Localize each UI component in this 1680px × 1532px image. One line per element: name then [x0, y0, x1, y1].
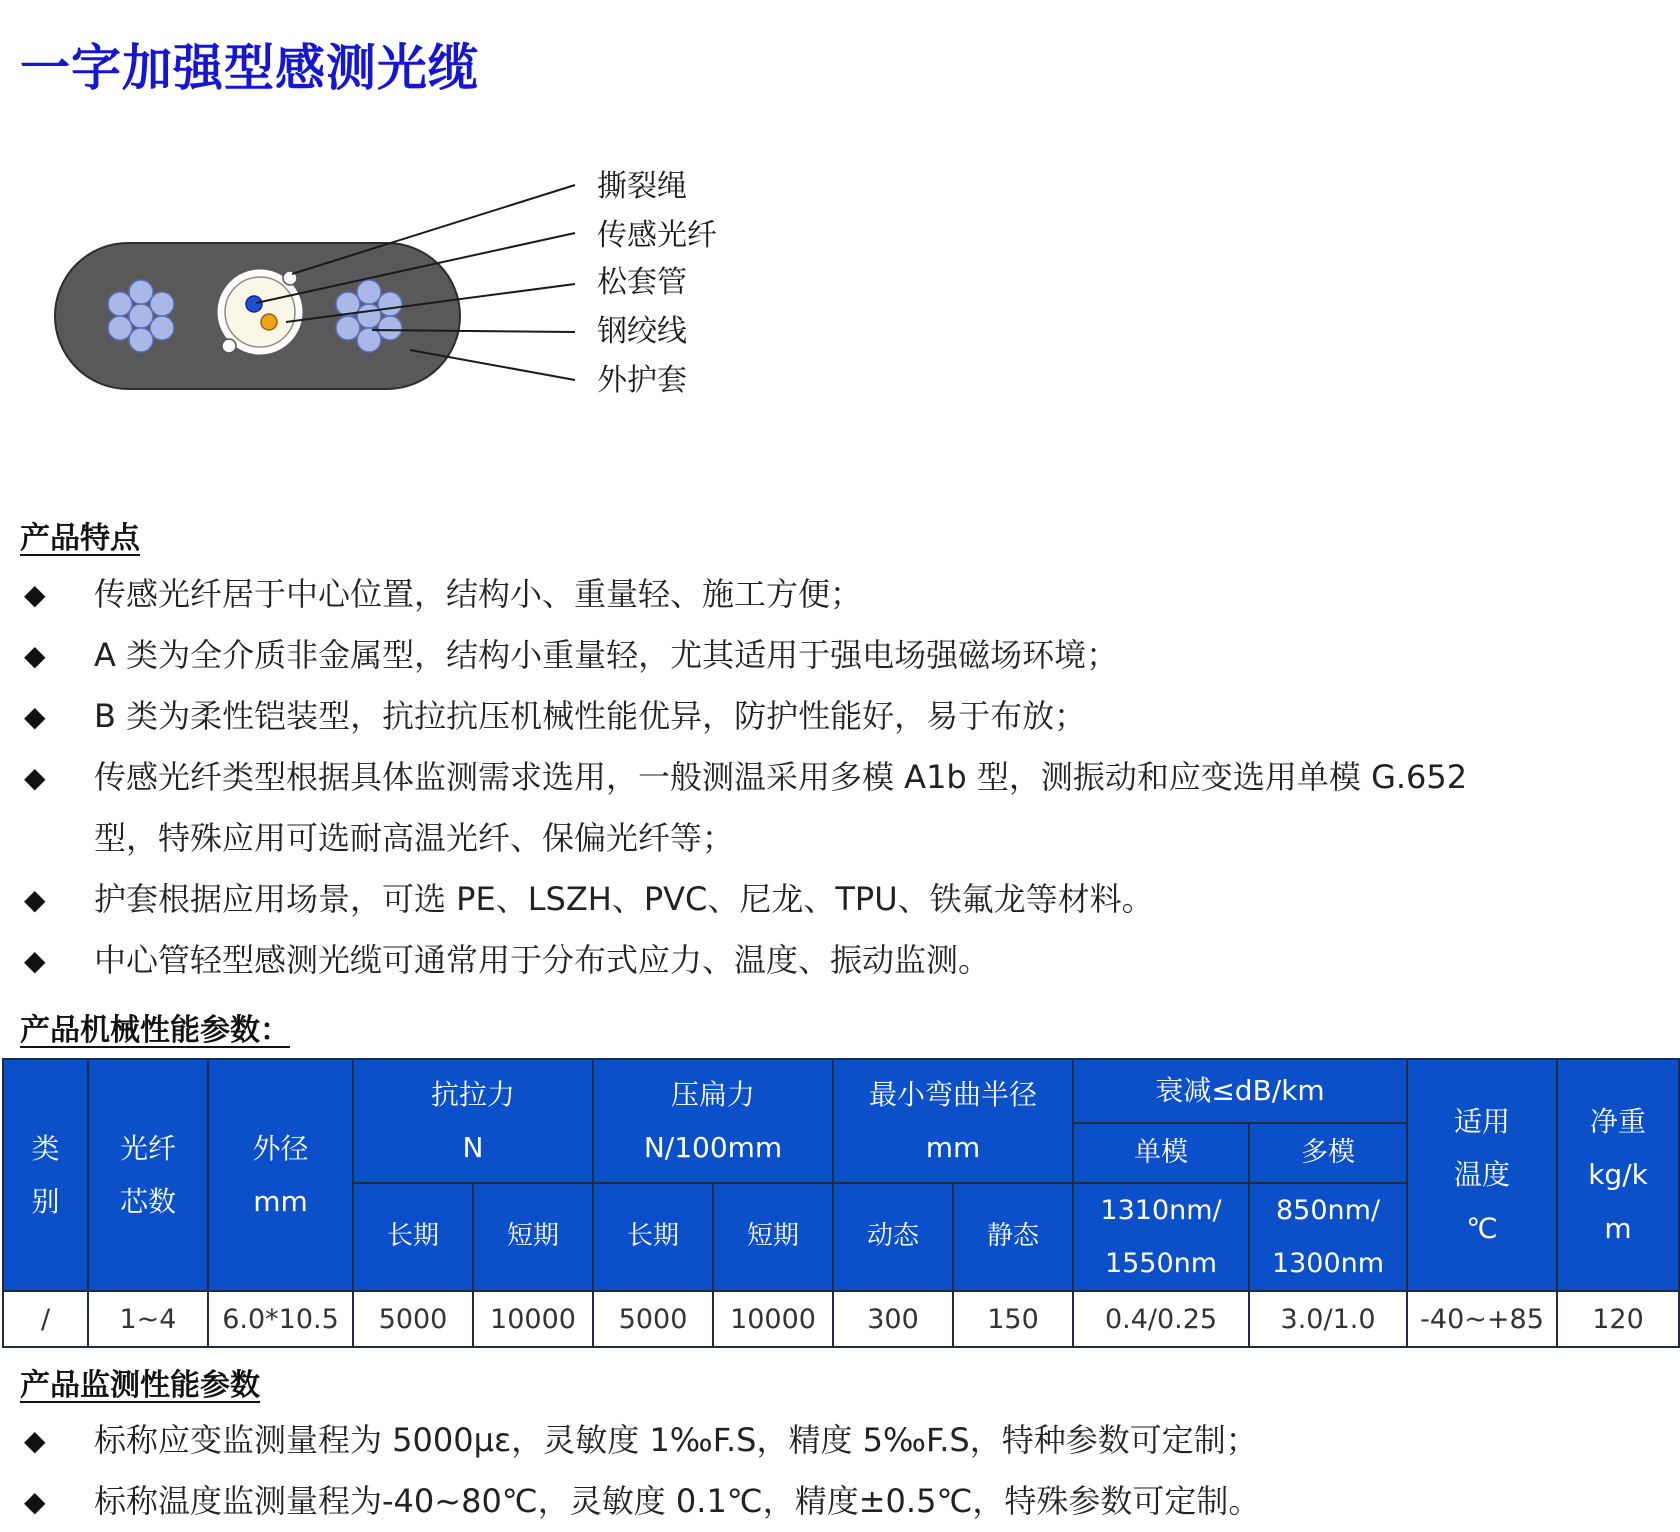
- list-item: ◆ 护套根据应用场景，可选 PE、LSZH、PVC、尼龙、TPU、铁氟龙等材料。: [20, 869, 1540, 930]
- list-item: ◆ A 类为全介质非金属型，结构小重量轻，尤其适用于强电场强磁场环境；: [20, 625, 1540, 686]
- label-outer-jacket: 外护套: [597, 363, 687, 398]
- diamond-bullet-icon: ◆: [24, 1424, 46, 1457]
- cell-diameter: 6.0*10.5: [208, 1291, 353, 1347]
- list-item: ◆ B 类为柔性铠装型，抗拉抗压机械性能优异，防护性能好，易于布放；: [20, 686, 1540, 747]
- cell-tensile-short: 10000: [473, 1291, 593, 1347]
- header-mm-wavelength-1: 850nm/: [1249, 1183, 1407, 1237]
- list-item: ◆ 标称应变监测量程为 5000με，灵敏度 1‰F.S，精度 5‰F.S，特种参数可定制；: [20, 1410, 1580, 1471]
- header-diameter: 外径 mm: [208, 1059, 353, 1291]
- label-sensing-fiber: 传感光纤: [597, 218, 717, 253]
- header-single-mode: 单模: [1073, 1123, 1249, 1183]
- sensing-fiber-blue: [246, 296, 262, 312]
- sensing-fiber-orange: [261, 314, 277, 330]
- diamond-bullet-icon: ◆: [24, 761, 46, 794]
- header-crush-short: 短期: [713, 1183, 833, 1291]
- cell-fiber-count: 1~4: [88, 1291, 208, 1347]
- header-sm-wavelength-1: 1310nm/: [1073, 1183, 1249, 1237]
- diamond-bullet-icon: ◆: [24, 578, 46, 611]
- diamond-bullet-icon: ◆: [24, 1485, 46, 1518]
- mechanical-heading: 产品机械性能参数：: [20, 1013, 290, 1048]
- header-multi-mode: 多模: [1249, 1123, 1407, 1183]
- mechanical-spec-table: [2, 1058, 1680, 1348]
- cell-bend-dynamic: 300: [833, 1291, 953, 1347]
- cell-weight: 120: [1557, 1291, 1679, 1347]
- header-tensile-long: 长期: [353, 1183, 473, 1291]
- ripcord-bottom: [222, 339, 236, 353]
- list-item: ◆ 传感光纤居于中心位置，结构小、重量轻、施工方便；: [20, 564, 1540, 625]
- features-list: [20, 564, 1540, 991]
- monitoring-heading: 产品监测性能参数: [20, 1368, 260, 1403]
- cable-cross-section-diagram: [0, 140, 760, 400]
- cell-crush-long: 5000: [593, 1291, 713, 1347]
- cell-temperature: -40~+85: [1407, 1291, 1557, 1347]
- header-sm-wavelength-2: 1550nm: [1073, 1237, 1249, 1291]
- diamond-bullet-icon: ◆: [24, 944, 46, 977]
- label-steel-strand: 钢绞线: [597, 314, 687, 349]
- header-crush-long: 长期: [593, 1183, 713, 1291]
- cell-atten-multi-mode: 3.0/1.0: [1249, 1291, 1407, 1347]
- cell-tensile-long: 5000: [353, 1291, 473, 1347]
- header-tensile-short: 短期: [473, 1183, 593, 1291]
- header-category: 类 别: [3, 1059, 88, 1291]
- list-item: ◆ 中心管轻型感测光缆可通常用于分布式应力、温度、振动监测。: [20, 930, 1540, 991]
- header-bend-static: 静态: [953, 1183, 1073, 1291]
- header-bend-radius: 最小弯曲半径 mm: [833, 1059, 1073, 1183]
- label-ripcord: 撕裂绳: [597, 169, 687, 204]
- cell-category: /: [3, 1291, 88, 1347]
- list-item: ◆ 传感光纤类型根据具体监测需求选用，一般测温采用多模 A1b 型，测振动和应变选用单模 G.652 型，特殊应用可选耐高温光纤、保偏光纤等；: [20, 747, 1540, 869]
- header-crush: 压扁力 N/100mm: [593, 1059, 833, 1183]
- table-row: [3, 1291, 1679, 1347]
- monitoring-list: [20, 1410, 1580, 1532]
- cell-atten-single-mode: 0.4/0.25: [1073, 1291, 1249, 1347]
- header-tensile: 抗拉力 N: [353, 1059, 593, 1183]
- label-loose-tube: 松套管: [597, 265, 687, 300]
- list-item: ◆ 标称温度监测量程为-40~80℃，灵敏度 0.1℃，精度±0.5℃，特殊参数可定制。: [20, 1471, 1580, 1532]
- diamond-bullet-icon: ◆: [24, 639, 46, 672]
- header-weight: 净重 kg/k m: [1557, 1059, 1679, 1291]
- diamond-bullet-icon: ◆: [24, 700, 46, 733]
- page-title: 一字加强型感测光缆: [20, 39, 479, 97]
- header-attenuation: 衰减≤dB/km: [1073, 1059, 1407, 1123]
- diamond-bullet-icon: ◆: [24, 883, 46, 916]
- features-heading: 产品特点: [20, 521, 140, 556]
- cell-crush-short: 10000: [713, 1291, 833, 1347]
- header-fiber-count: 光纤 芯数: [88, 1059, 208, 1291]
- header-mm-wavelength-2: 1300nm: [1249, 1237, 1407, 1291]
- cell-bend-static: 150: [953, 1291, 1073, 1347]
- header-temperature: 适用 温度 ℃: [1407, 1059, 1557, 1291]
- header-bend-dynamic: 动态: [833, 1183, 953, 1291]
